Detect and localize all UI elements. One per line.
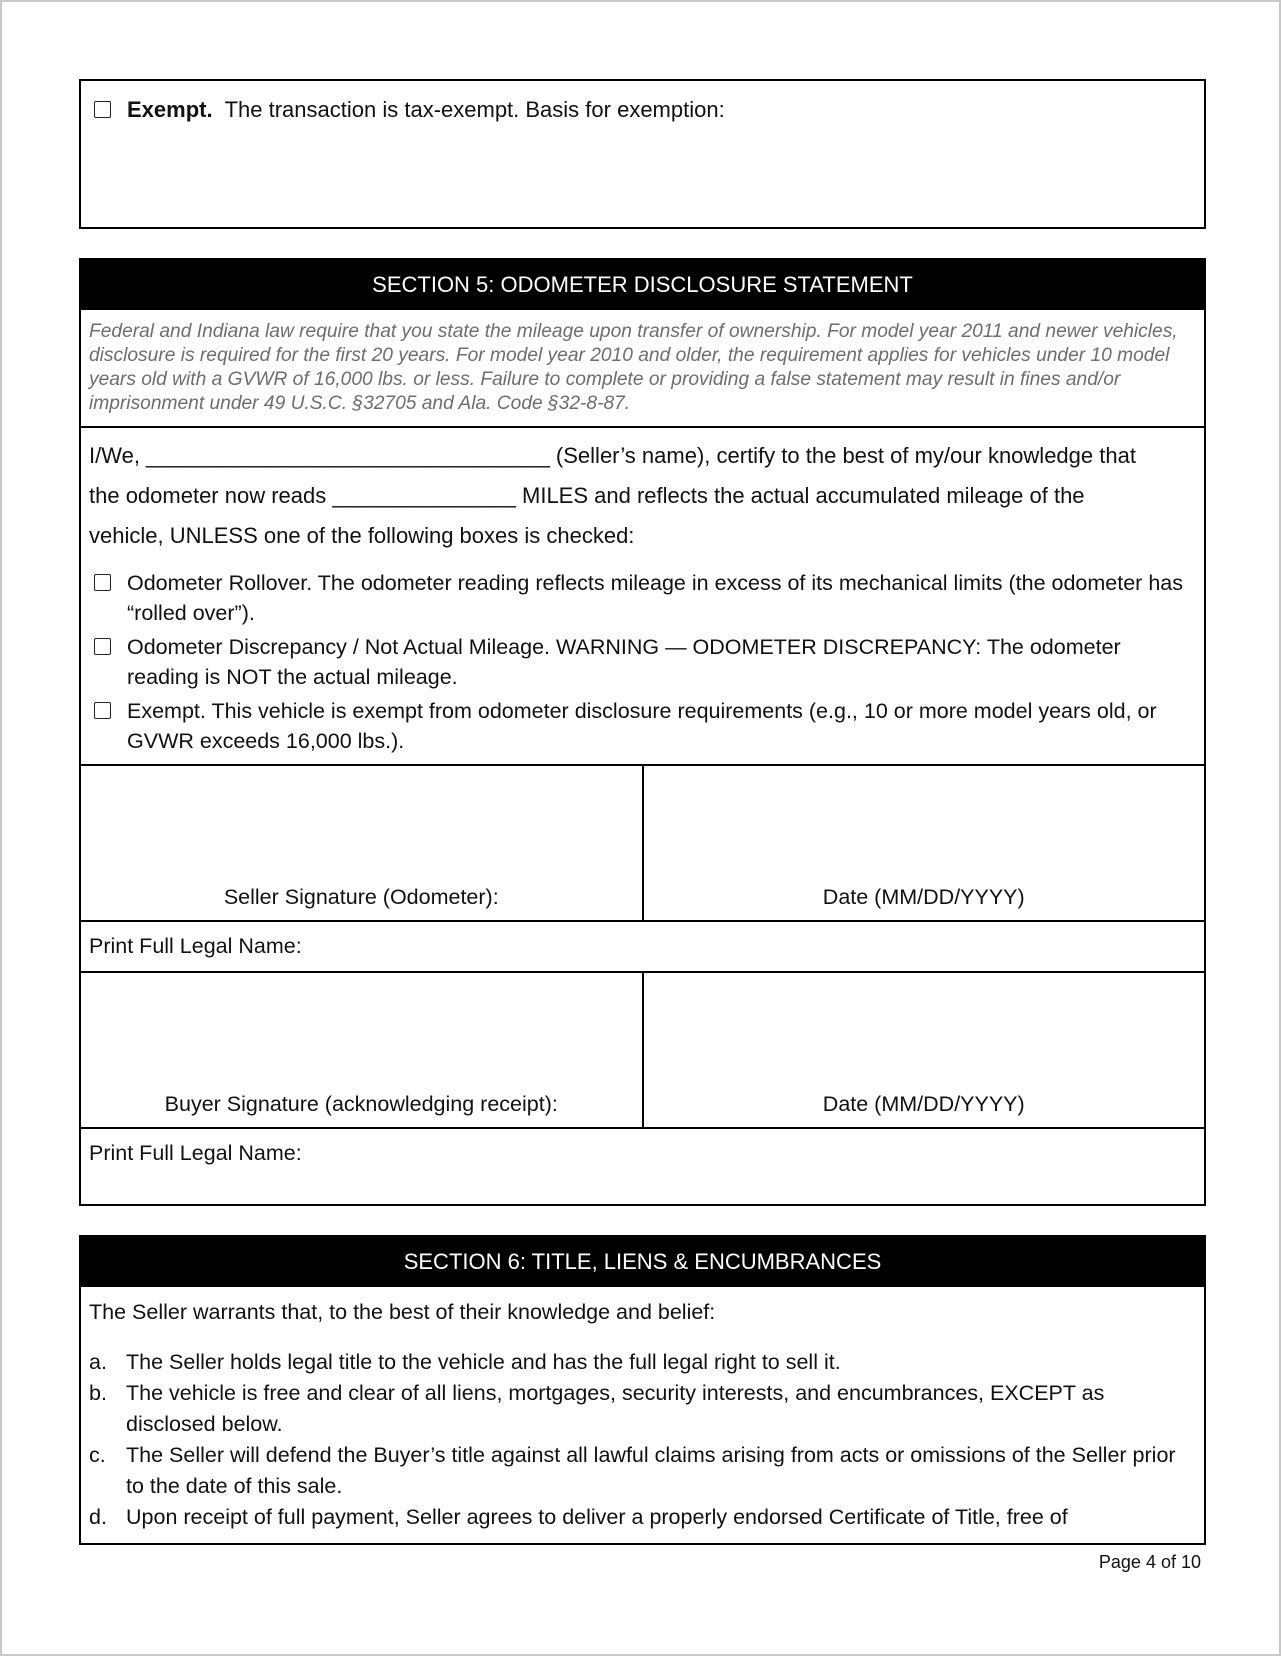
seller-signature-row	[81, 764, 1204, 920]
buyer-signature-field[interactable]	[81, 973, 644, 1127]
list-item	[89, 1378, 1184, 1440]
option-rollover	[94, 568, 1194, 628]
rollover-checkbox[interactable]	[94, 574, 111, 591]
seller-signature-field[interactable]	[81, 766, 644, 920]
seller-signature-label: Seller Signature (Odometer):	[223, 885, 499, 909]
buyer-signature-row	[81, 971, 1204, 1127]
tax-exempt-text: The transaction is tax-exempt. Basis for exemption:	[224, 97, 725, 122]
buyer-signature-label: Buyer Signature (acknowledging receipt):	[164, 1092, 558, 1116]
list-item	[89, 1347, 1184, 1378]
warranty-list	[81, 1347, 1204, 1533]
tax-exempt-label: Exempt.	[127, 97, 213, 122]
list-item-text: The Seller will defend the Buyer’s title against all lawful claims arising from acts or omissions of the Seller prior to the date of this sale.	[126, 1443, 1176, 1498]
list-item-text: The Seller holds legal title to the vehicle and has the full legal right to sell it.	[126, 1350, 841, 1374]
seller-date-field[interactable]	[644, 766, 1205, 920]
tax-exempt-box	[79, 79, 1206, 229]
list-item-text: The vehicle is free and clear of all liens, mortgages, security interests, and encumbrances, EXCEPT as disclosed below.	[126, 1381, 1105, 1436]
odometer-legal-notice: Federal and Indiana law require that you state the mileage upon transfer of ownership. For model year 2011 and newer vehicles, disclosure is required for the first 20 years. For model year 2010 and older, the requirement applies for vehicles under 10 model years old with a GVWR of 16,000 lbs. or less. Failure to complete or providing a false statement may result in fines and/or imprisonment under 49 U.S.C. §32705 and Ala. Code §32-8-87.	[81, 310, 1204, 428]
cert-line-3: vehicle, UNLESS one of the following boxes is checked:	[89, 523, 635, 548]
section-5-odometer	[79, 258, 1206, 1206]
odometer-exempt-checkbox[interactable]	[94, 702, 111, 719]
buyer-date-label: Date (MM/DD/YYYY)	[822, 1092, 1025, 1116]
option-discrepancy-text: Odometer Discrepancy / Not Actual Mileage. WARNING — ODOMETER DISCREPANCY: The odometer reading is NOT the actual mileage.	[127, 635, 1121, 689]
list-marker: a.	[89, 1350, 107, 1374]
warranty-intro: The Seller warrants that, to the best of their knowledge and belief:	[89, 1300, 716, 1324]
page-number: Page 4 of 10	[1098, 1552, 1201, 1572]
section-5-title: SECTION 5: ODOMETER DISCLOSURE STATEMENT	[81, 260, 1204, 310]
option-exempt	[94, 696, 1194, 756]
seller-name-label: Print Full Legal Name:	[89, 934, 302, 958]
tax-exempt-checkbox[interactable]	[94, 101, 111, 118]
buyer-name-label: Print Full Legal Name:	[89, 1141, 302, 1165]
odometer-certification	[81, 428, 1204, 568]
option-rollover-text: Odometer Rollover. The odometer reading reflects mileage in excess of its mechanical limits (the odometer has “rolled over”).	[127, 571, 1183, 625]
list-marker: d.	[89, 1505, 107, 1529]
seller-date-label: Date (MM/DD/YYYY)	[822, 885, 1025, 909]
option-exempt-text: Exempt. This vehicle is exempt from odometer disclosure requirements (e.g., 10 or more model years old, or GVWR exceeds 16,000 lbs.).	[127, 699, 1157, 753]
cert-line-2: the odometer now reads _______________ MILES and reflects the actual accumulated mileage of the	[89, 483, 1085, 508]
buyer-name-field[interactable]	[81, 1127, 1204, 1178]
buyer-date-field[interactable]	[644, 973, 1205, 1127]
list-item	[89, 1502, 1184, 1533]
tax-exempt-row	[81, 81, 1204, 123]
section-6-title: SECTION 6: TITLE, LIENS & ENCUMBRANCES	[81, 1237, 1204, 1287]
odometer-options	[81, 568, 1204, 756]
option-discrepancy	[94, 632, 1194, 692]
list-item	[89, 1440, 1184, 1502]
cert-line-1: I/We, _________________________________ (Seller’s name), certify to the best of my/our knowledge that	[89, 443, 1136, 468]
list-item-text: Upon receipt of full payment, Seller agrees to deliver a properly endorsed Certificate of Title, free of	[126, 1505, 1068, 1529]
section-6-title-liens	[79, 1235, 1206, 1545]
seller-name-field[interactable]	[81, 920, 1204, 971]
list-marker: b.	[89, 1381, 107, 1405]
discrepancy-checkbox[interactable]	[94, 638, 111, 655]
list-marker: c.	[89, 1443, 106, 1467]
